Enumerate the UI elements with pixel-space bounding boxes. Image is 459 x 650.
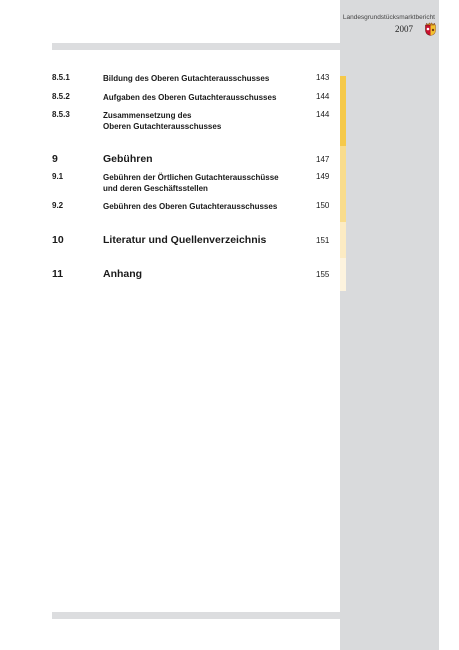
toc-title: Bildung des Oberen Gutachterausschusses: [103, 74, 270, 83]
chapter-tab-10: [340, 222, 346, 258]
toc-page: 143: [316, 73, 330, 82]
toc-number: 10: [52, 234, 64, 246]
toc-title: Zusammensetzung des Oberen Gutachterausschusses: [103, 111, 222, 131]
toc-title: Anhang: [103, 268, 143, 280]
chapter-tab-9: [340, 146, 346, 222]
toc-page: 144: [316, 92, 330, 101]
toc-page: 150: [316, 201, 330, 210]
top-rule-bar: [52, 43, 340, 50]
toc-title: Gebühren der Örtlichen Gutachterausschüsse und deren Geschäftsstellen: [103, 173, 279, 193]
toc-number: 8.5.3: [52, 110, 70, 119]
toc-number: 11: [52, 268, 64, 280]
toc-number: 9.2: [52, 201, 64, 210]
toc-page: 144: [316, 110, 330, 119]
toc-number: 9: [52, 153, 58, 165]
toc-title: Gebühren: [103, 153, 153, 165]
toc-page: 149: [316, 172, 330, 181]
toc-title: Gebühren des Oberen Gutachterausschusses: [103, 202, 278, 211]
toc-title: Literatur und Quellenverzeichnis: [103, 234, 267, 246]
toc-number: 8.5.1: [52, 73, 70, 82]
report-title: Landesgrundstücksmarktbericht: [342, 14, 435, 21]
rhineland-palatinate-crest-icon: [425, 22, 436, 36]
right-sidebar: [340, 0, 439, 650]
toc-number: 8.5.2: [52, 92, 70, 101]
chapter-tab-8: [340, 76, 346, 146]
toc-page: 147: [316, 155, 330, 164]
bottom-rule-bar: [52, 612, 340, 619]
toc-number: 9.1: [52, 172, 64, 181]
toc-page: 155: [316, 270, 330, 279]
chapter-tab-11: [340, 258, 346, 291]
report-year: 2007: [395, 24, 413, 34]
toc-title: Aufgaben des Oberen Gutachterausschusses: [103, 93, 277, 102]
toc-page: 151: [316, 236, 330, 245]
